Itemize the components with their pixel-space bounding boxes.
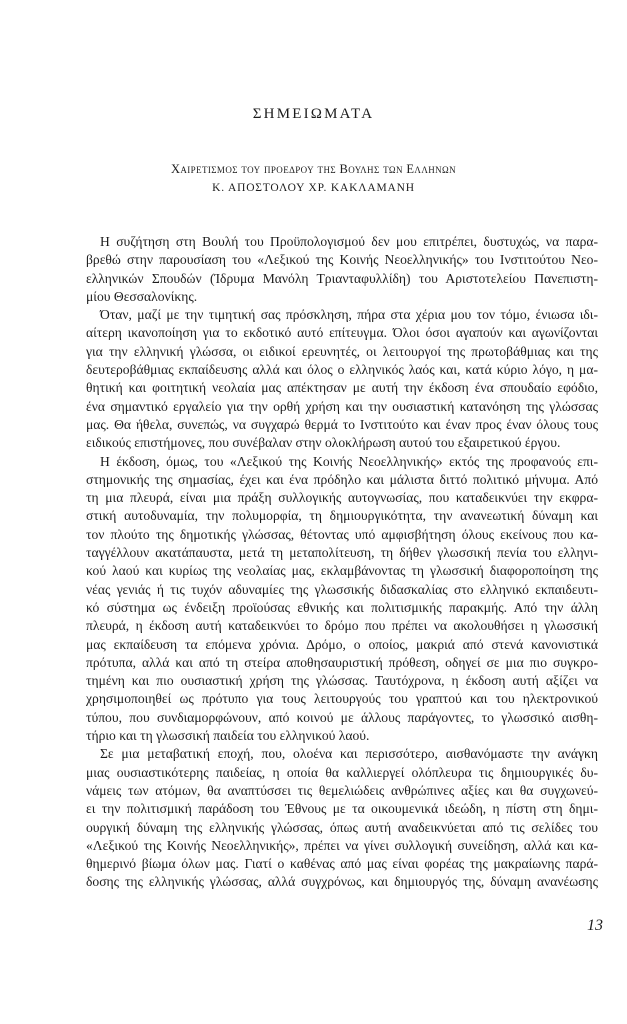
text-line: ειδικούς επιστήμονες, που συνέβαλαν στην ολοκλήρωση αυτού του εξαιρετικού έργου. — [86, 435, 561, 451]
text-line: χρησιμοποιηθεί ως πρότυπο για τους λειτουργούς του γραπτού και του ηλεκτρονικού — [86, 691, 598, 707]
text-line: μιας ουσιαστικότερης παιδείας, η οποία θα καλλιεργεί ολόπλευρα τις δημιουργικές δυ- — [86, 764, 598, 780]
text-line: κού λαού και κυρίως της νεολαίας μας, εκλαμβάνοντας τη γλωσσική διαφοροποίηση της — [86, 563, 598, 579]
text-line: τύπου, που συνδιαμορφώνουν, από κοινού με άλλους παράγοντες, το γλωσσικό αισθη- — [86, 709, 598, 725]
paragraph — [86, 745, 598, 891]
text-line: ει την πολιτισμική παράδοση του Έθνους με τα οικουμενικά ιδεώδη, η πίστη στη δημι- — [86, 801, 598, 817]
text-line: κό σύστημα ως ένδειξη προϊούσας εθνικής και πολιτισμικής παρακμής. Από την άλλη — [86, 599, 598, 615]
text-line: ένα σημαντικό εργαλείο για την ορθή χρήση και την ουσιαστική κατανόηση της γλώσσας — [86, 398, 598, 414]
text-line: στημονικής της σημασίας, έχει και ένα πρόδηλο και μάλιστα διττό πολιτικό μήνυμα. Από — [86, 471, 598, 487]
text-line: νάμεις των ατόμων, θα αναπτύσσει τις θεμελιώδεις ανθρώπινες αξίες και θα συγχωνεύ- — [86, 782, 598, 798]
text-line: μας εκπαίδευση τα επόμενα χρόνια. Δρόμο, ο οποίος, μακριά από στενά κανονιστικά — [86, 636, 598, 652]
paragraph — [86, 233, 598, 306]
text-line: «Λεξικού της Κοινής Νεοελληνικής», πρέπει να γίνει συλλογική συνείδηση, αλλά και κα- — [86, 837, 598, 853]
text-line: μίου Θεσσαλονίκης. — [86, 288, 198, 304]
text-line: Σε μια μεταβατική εποχή, που, ολοένα και περισσότερο, αισθανόμαστε την ανάγκη — [100, 746, 598, 762]
text-line: Η έκδοση, όμως, του «Λεξικού της Κοινής Νεοελληνικής» εκτός της προφανούς επι- — [100, 453, 598, 469]
text-line: βρεθώ στην παρουσίαση του «Λεξικού της Κοινής Νεοελληνικής» του Ινστιτούτου Νεο- — [86, 252, 598, 268]
text-line: για την ελληνική γλώσσα, οι ειδικοί ερευνητές, οι λειτουργοί της πρωτοβάθμιας και της — [86, 343, 598, 359]
text-line: μας. Θα ήθελα, συνεπώς, να συγχαρώ θερμά το Ινστιτούτο και έναν προς έναν όλους τους — [86, 416, 598, 432]
page-title: ΣΗΜΕΙΩΜΑΤΑ — [252, 106, 375, 122]
text-line: ελληνικών Σπουδών (Ίδρυμα Μανόλη Τριανταφυλλίδη) του Αριστοτελείου Πανεπιστη- — [86, 270, 598, 286]
text-line: στική αυτοδυναμία, την πολυμορφία, τη δημιουργικότητα, την ανανεωτική δύναμη και — [86, 508, 598, 524]
text-line: Όταν, μαζί με την τιμητική σας πρόσκληση, πήρα στα χέρια μου τον τόμο, ένιωσα ιδι- — [100, 307, 598, 323]
paragraph — [86, 453, 598, 746]
body-text — [86, 233, 598, 892]
text-line: τήριο και τη γλωσσική παιδεία του ελληνικού λαού. — [86, 728, 370, 744]
text-line: Η συζήτηση στη Βουλή του Προϋπολογισμού δεν μου επιτρέπει, δυστυχώς, να παρα- — [100, 234, 598, 249]
page-number: 13 — [587, 917, 603, 934]
text-line: αίτερη ικανοποίηση για το εκδοτικό αυτό επίτευγμα. Όλοι όσοι αγαπούν και αγωνίζονται — [86, 325, 598, 341]
text-line: δοσης της ελληνικής γλώσσας, αλλά συγχρόνως, και δημιουργός της, δύναμη ανανέωσης — [86, 874, 598, 890]
text-line: τημένη και πιο ουσιαστική χρήση της γλώσσας. Ταυτόχρονα, η έκδοση αυτή αξίζει να — [86, 673, 598, 689]
section-subheading: Κ. ΑΠΟΣΤΟΛΟΥ ΧΡ. ΚΑΚΛΑΜΑΝΗ — [212, 182, 415, 194]
text-line: θητική και φοιτητική νεολαία μας απέκτησαν με αυτή την έκδοση ένα σπουδαίο εφόδιο, — [86, 380, 598, 396]
section-heading: Χαιρετισμος του προεδρου της Βουλης των Ελληνων — [170, 162, 457, 176]
text-line: πρότυπα, αλλά και από τη στείρα αποθησαυριστική πρόθεση, οδηγεί σε μια πιο συγκρο- — [86, 654, 598, 670]
text-line: δευτεροβάθμιας εκπαίδευσης αλλά και όλος ο ελληνικός λαός και, κατά κύριο λόγο, η μα- — [86, 362, 598, 378]
text-line: πλευρά, η έκδοση αυτή καταδεικνύει το δρόμο που πρέπει να ακολουθήσει η γλωσσική — [86, 618, 598, 634]
text-line: ουργική δύναμη της ελληνικής γλώσσας, όπως αυτή αναδεικνύεται από τις σελίδες του — [86, 819, 598, 835]
text-line: τη μια πλευρά, είναι μια πράξη συλλογικής αυτογνωσίας, που καταδεικνύει την εκφρα- — [86, 490, 598, 506]
text-line: νέας γενιάς ή τις τυχόν αδυναμίες της γλωσσικής διδασκαλίας στο ελληνικό εκπαιδευτι- — [86, 581, 598, 597]
paragraph — [86, 306, 598, 452]
text-line: θημερινό βίωμα όλων μας. Γιατί ο καθένας από μας είναι φορέας της μακραίωνης παρά- — [86, 856, 598, 872]
text-line: ταγγέλλουν ακατάπαυστα, μετά τη μεταπολίτευση, τη δήθεν γλωσσική πενία του ελληνι- — [86, 545, 598, 561]
text-line: τον πλούτο της δημοτικής γλώσσας, θέτοντας υπό αμφισβήτηση όλους εκείνους που κα- — [86, 526, 598, 542]
